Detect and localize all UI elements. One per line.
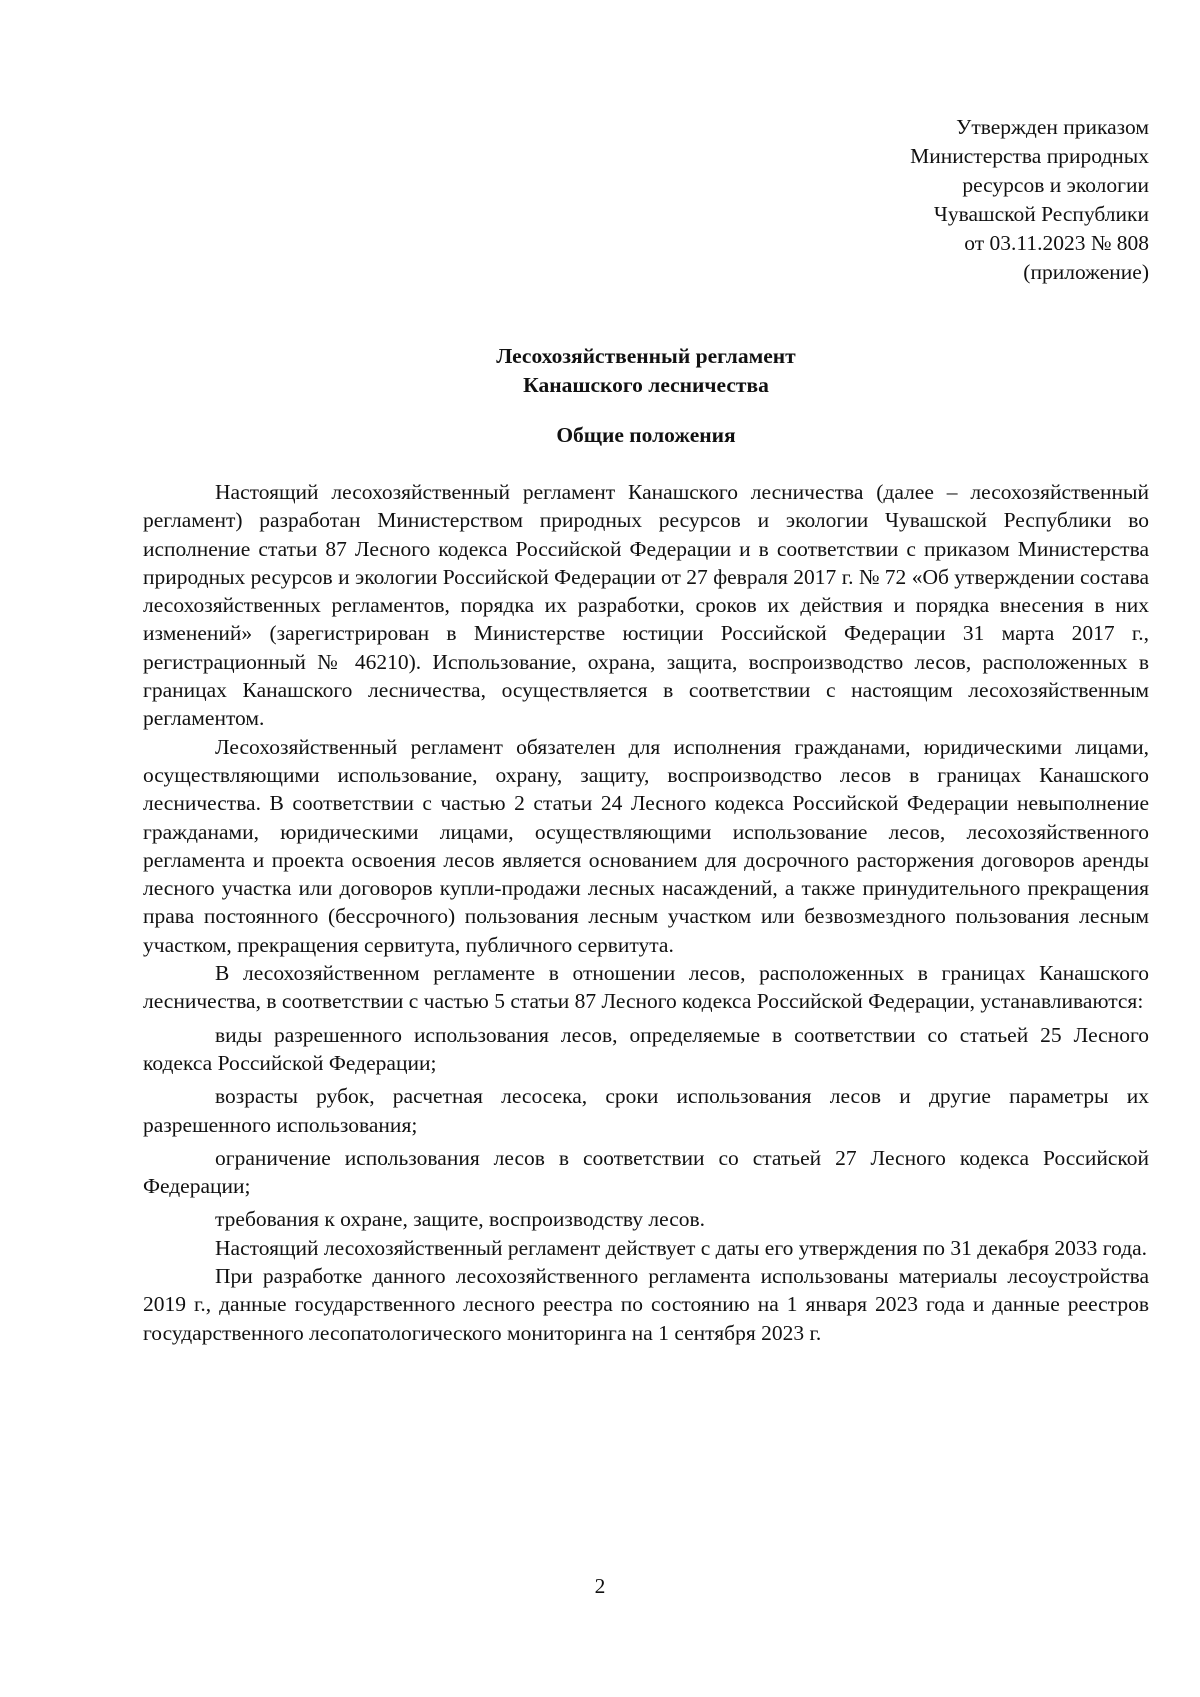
- approval-line: Чувашской Республики: [933, 202, 1149, 226]
- paragraph: В лесохозяйственном регламенте в отношении лесов, расположенных в границах Канашского лесничества, в соответствии с частью 5 статьи 87 Лесного кодекса Российской Федерации, устанавливаются:: [143, 961, 1149, 1014]
- approval-line: Министерства природных: [910, 144, 1149, 168]
- list-item: возрасты рубок, расчетная лесосека, сроки использования лесов и другие параметры их разрешенного использования;: [143, 1084, 1149, 1137]
- list-item: требования к охране, защите, воспроизводству лесов.: [215, 1207, 706, 1232]
- paragraph: Настоящий лесохозяйственный регламент Канашского лесничества (далее – лесохозяйственный регламент) разработан Министерством природных ресурсов и экологии Чувашской Республики во исполнение статьи 87 Лесного кодекса Российской Федерации и в соответствии с приказом Министерства природных ресурсов и экологии Российской Федерации от 27 февраля 2017 г. № 72 «Об утверждении состава лесохозяйственных регламентов, порядка их разработки, сроков их действия и порядка внесения в них изменений» (зарегистрирован в Министерстве юстиции Российской Федерации 31 марта 2017 г., регистрационный № 46210). Использование, охрана, защита, воспроизводство лесов, расположенных в границах Канашского лесничества, осуществляется в соответствии с настоящим лесохозяйственным регламентом.: [143, 480, 1149, 731]
- approval-stamp: [689, 113, 1149, 287]
- list-item: ограничение использования лесов в соответствии со статьей 27 Лесного кодекса Российской Федерации;: [143, 1145, 1149, 1199]
- section-heading: Общие положения: [556, 423, 736, 447]
- document-title-line: Лесохозяйственный регламент: [496, 344, 796, 368]
- document-title-line: Канашского лесничества: [523, 373, 769, 397]
- page-number: 2: [594, 1574, 606, 1598]
- list-item: виды разрешенного использования лесов, определяемые в соответствии со статьей 25 Лесного кодекса Российской Федерации;: [143, 1022, 1149, 1075]
- paragraph: Лесохозяйственный регламент обязателен для исполнения гражданами, юридическими лицами, осуществляющими использование, охрану, защиту, воспроизводство лесов в границах Канашского лесничества. В соответствии с частью 2 статьи 24 Лесного кодекса Российской Федерации невыполнение гражданами, юридическими лицами, осуществляющими использование лесов, лесохозяйственного регламента и проекта освоения лесов является основанием для досрочного расторжения договоров аренды лесного участка или договоров купли-продажи лесных насаждений, а также принудительного прекращения права постоянного (бессрочного) пользования лесным участком или безвозмездного пользования лесным участком, прекращения сервитута, публичного сервитута.: [143, 734, 1149, 957]
- paragraph: При разработке данного лесохозяйственного регламента использованы материалы лесоустройства 2019 г., данные государственного лесного реестра по состоянию на 1 января 2023 года и данные реестров государственного лесопатологического мониторинга на 1 сентября 2023 г.: [143, 1264, 1149, 1345]
- approval-line: от 03.11.2023 № 808: [964, 231, 1149, 255]
- paragraph: Настоящий лесохозяйственный регламент действует с даты его утверждения по 31 декабря 2033 года.: [215, 1235, 1148, 1260]
- approval-line: ресурсов и экологии: [962, 173, 1149, 197]
- document-body: [143, 478, 1149, 1347]
- approval-line: Утвержден приказом: [956, 115, 1149, 139]
- document-title: [143, 342, 1149, 400]
- approval-line: (приложение): [1023, 260, 1149, 284]
